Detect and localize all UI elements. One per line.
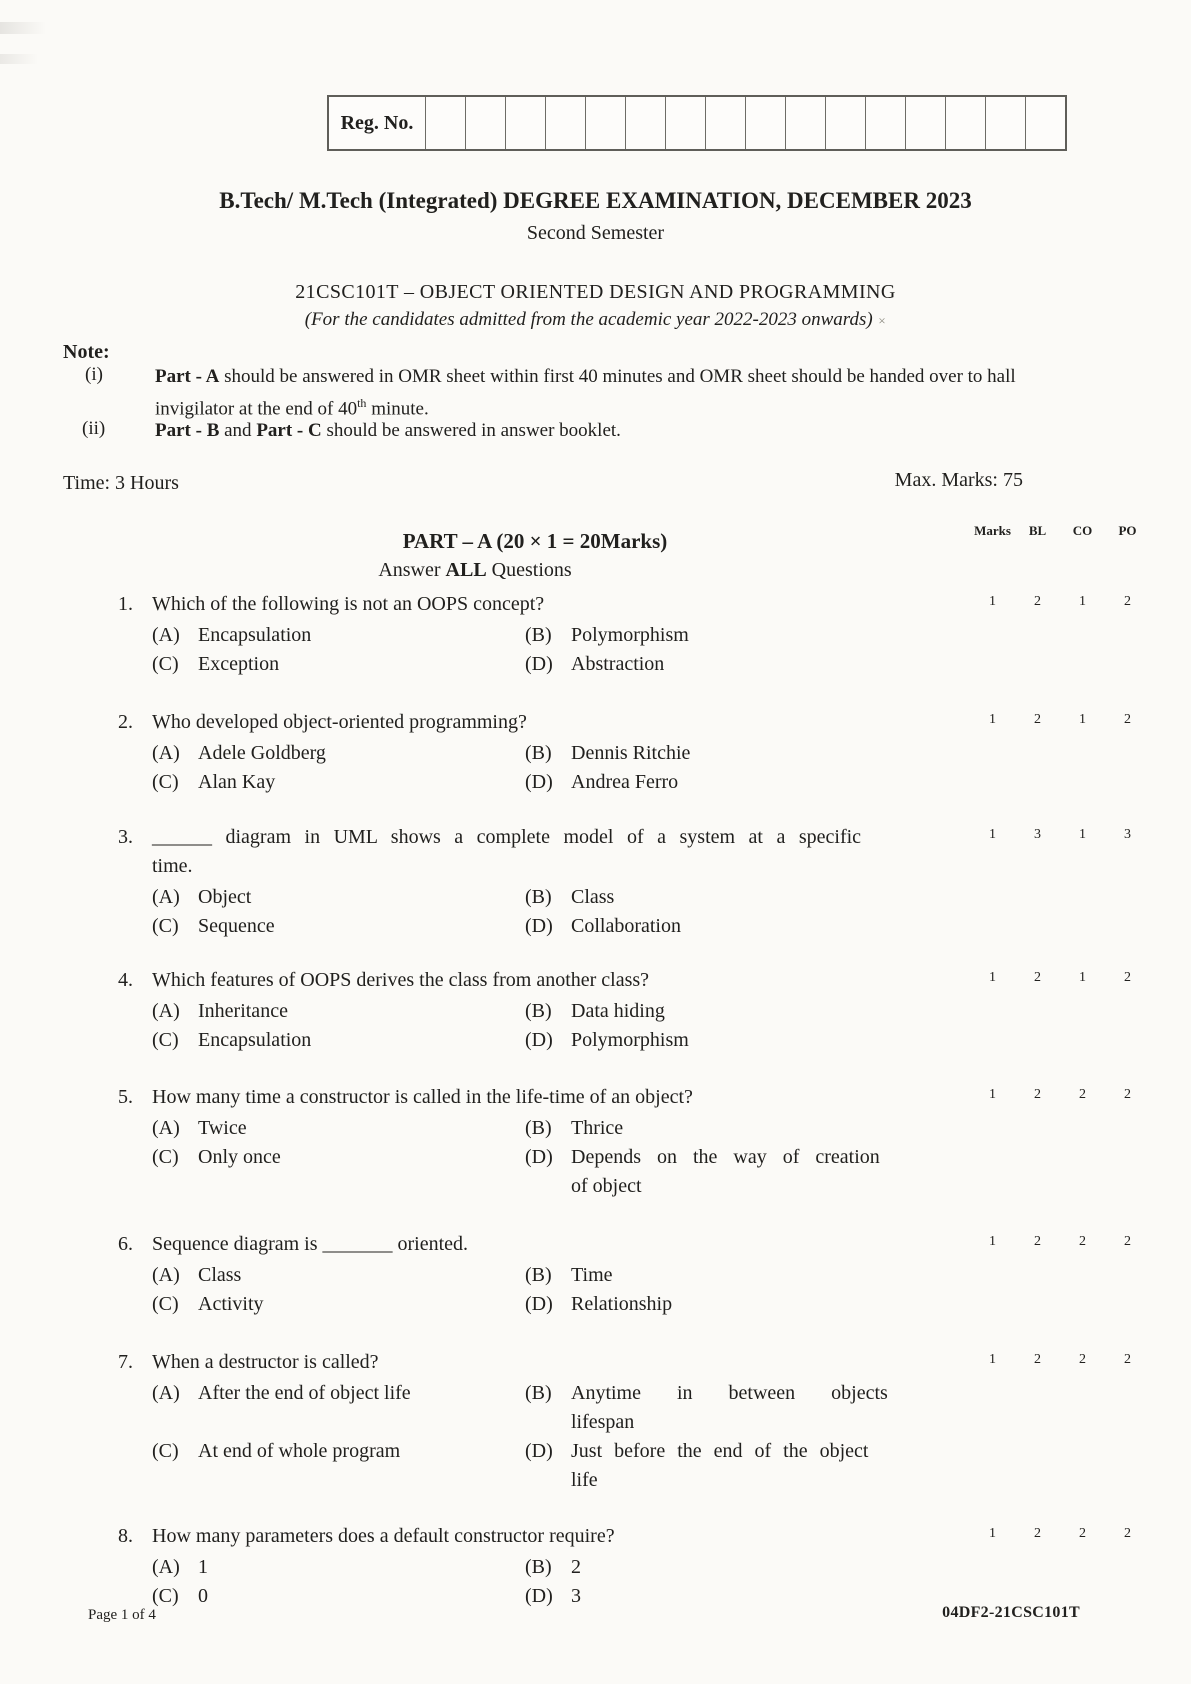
option-text-line: life	[571, 1469, 598, 1491]
option	[525, 1143, 898, 1201]
mark-value: 1	[989, 1526, 996, 1541]
question-text-line: Sequence diagram is _______ oriented.	[152, 1233, 469, 1255]
option	[152, 997, 525, 1026]
admitted-note	[0, 309, 1191, 331]
page-number: Page 1 of 4	[88, 1607, 156, 1623]
question-text	[152, 1083, 872, 1112]
option	[152, 650, 525, 679]
reg-no-label: Reg. No.	[340, 111, 414, 134]
option-label: (B)	[525, 624, 552, 646]
option-label: (B)	[525, 742, 552, 764]
question-options	[152, 739, 1150, 797]
option-text-line: Abstraction	[571, 653, 665, 675]
option-text-line: Polymorphism	[571, 624, 689, 646]
option-label: (B)	[525, 1556, 552, 1578]
marks-column-label: Marks	[974, 523, 1011, 538]
scan-artifact	[0, 22, 46, 34]
option-text-line: Anytime in between objects	[571, 1382, 888, 1404]
option-text-line: Dennis Ritchie	[571, 742, 691, 764]
mark-value: 1	[1079, 827, 1086, 842]
reg-cell	[825, 97, 865, 149]
note-i-tail: minute.	[366, 398, 429, 420]
question-number: 3.	[118, 826, 133, 848]
option	[525, 1437, 898, 1495]
mark-value: 1	[989, 970, 996, 985]
option-text-line: 1	[198, 1556, 208, 1578]
reg-cell	[625, 97, 665, 149]
option-text	[198, 883, 498, 912]
question-text	[152, 966, 872, 995]
mark-value: 2	[1034, 970, 1041, 985]
part-a-heading: PART – A (20 × 1 = 20Marks)	[402, 529, 668, 553]
option-label: (A)	[152, 624, 180, 646]
option-text	[571, 1114, 891, 1143]
question-text	[152, 823, 872, 881]
option-label: (B)	[525, 1382, 552, 1404]
question-marks-row	[970, 709, 1150, 731]
option-text-line: Encapsulation	[198, 624, 312, 646]
option	[525, 997, 898, 1026]
question-number: 5.	[118, 1086, 133, 1108]
question-text-line: When a destructor is called?	[152, 1351, 379, 1373]
option-text	[198, 997, 498, 1026]
option	[525, 1379, 898, 1437]
mark-value: 1	[1079, 712, 1086, 727]
option-text-line: Andrea Ferro	[571, 771, 679, 793]
option-label: (D)	[525, 1440, 553, 1462]
option	[152, 1437, 525, 1495]
question-text	[152, 1348, 872, 1377]
option-text	[198, 1261, 498, 1290]
reg-cell	[865, 97, 905, 149]
option-text	[571, 912, 891, 941]
option-text	[198, 1437, 498, 1466]
note-ii-number: (ii)	[82, 418, 106, 439]
reg-cell	[425, 97, 465, 149]
exam-title: B.Tech/ M.Tech (Integrated) DEGREE EXAMINATION, DECEMBER 2023	[219, 188, 972, 213]
question-options	[152, 1553, 1150, 1611]
mark-value: 1	[1079, 970, 1086, 985]
mark-value: 2	[1079, 1352, 1086, 1367]
option	[525, 621, 898, 650]
reg-no-table	[327, 95, 1067, 151]
mark-value: 2	[1079, 1526, 1086, 1541]
answer-bold: ALL	[445, 559, 487, 581]
mark-value: 1	[989, 1234, 996, 1249]
mark-value: 1	[989, 594, 996, 609]
reg-cell	[785, 97, 825, 149]
question-text	[152, 590, 872, 619]
option-text	[198, 1553, 498, 1582]
option-text-line: Activity	[198, 1293, 264, 1315]
scan-artifact	[0, 54, 38, 64]
option	[525, 1261, 898, 1290]
option-text	[571, 1143, 891, 1201]
question-options	[152, 1114, 1150, 1201]
option-text-line: of object	[571, 1175, 642, 1197]
option-text-line: After the end of object life	[198, 1382, 411, 1404]
reg-cell	[945, 97, 985, 149]
question	[118, 708, 1150, 797]
option-label: (B)	[525, 1000, 552, 1022]
answer-post: Questions	[486, 559, 572, 581]
option-text	[571, 1379, 891, 1437]
option-text	[571, 1026, 891, 1055]
question-text-line: How many time a constructor is called in the life-time of an object?	[152, 1086, 693, 1108]
option	[525, 650, 898, 679]
mark-value: 2	[1034, 1526, 1041, 1541]
option-label: (C)	[152, 653, 179, 675]
option-text	[198, 650, 498, 679]
reg-cells	[425, 97, 1065, 149]
mark-value: 2	[1124, 970, 1131, 985]
option-label: (A)	[152, 1000, 180, 1022]
option-text	[198, 621, 498, 650]
question	[118, 1230, 1150, 1319]
question-marks-row	[970, 1084, 1150, 1106]
option-label: (D)	[525, 771, 553, 793]
mark-value: 3	[1034, 827, 1041, 842]
admitted-note-text: (For the candidates admitted from the academic year 2022-2023 onwards)	[304, 309, 873, 330]
option-text	[571, 1261, 891, 1290]
reg-cell	[505, 97, 545, 149]
option	[152, 1261, 525, 1290]
question-text-line: How many parameters does a default constructor require?	[152, 1525, 615, 1547]
option-text	[571, 768, 891, 797]
question	[118, 1083, 1150, 1201]
option	[525, 1114, 898, 1143]
option	[152, 1290, 525, 1319]
option-label: (A)	[152, 1556, 180, 1578]
option	[525, 1026, 898, 1055]
question-marks-row	[970, 591, 1150, 613]
note-i-bold: Part - A	[155, 366, 220, 387]
mark-value: 2	[1124, 712, 1131, 727]
option-text	[198, 1379, 498, 1408]
note-ii-bold-c: Part - C	[256, 420, 322, 441]
option	[525, 883, 898, 912]
reg-cell	[585, 97, 625, 149]
option-label: (D)	[525, 1029, 553, 1051]
option-text	[571, 1437, 891, 1495]
mark-value: 1	[989, 1352, 996, 1367]
option-text	[571, 1582, 891, 1611]
option-label: (A)	[152, 742, 180, 764]
mark-value: 2	[1079, 1234, 1086, 1249]
reg-cell	[705, 97, 745, 149]
option-text	[198, 768, 498, 797]
option-label: (D)	[525, 1585, 553, 1607]
mark-value: 2	[1034, 1087, 1041, 1102]
question-marks-row	[970, 967, 1150, 989]
option-text	[571, 1290, 891, 1319]
option-text-line: Exception	[198, 653, 280, 675]
question-options	[152, 883, 1150, 941]
mark-value: 1	[1079, 594, 1086, 609]
mark-value: 2	[1124, 1352, 1131, 1367]
note-i-sup: th	[357, 396, 367, 410]
reg-cell	[1025, 97, 1065, 149]
option	[152, 621, 525, 650]
question-text-line: Who developed object-oriented programming?	[152, 711, 527, 733]
option-text	[198, 1290, 498, 1319]
question-marks-row	[970, 1349, 1150, 1371]
option-text-line: Twice	[198, 1117, 247, 1139]
question-marks-row	[970, 824, 1150, 846]
option	[152, 1582, 525, 1611]
option	[152, 1553, 525, 1582]
option-text-line: Alan Kay	[198, 771, 276, 793]
max-marks: Max. Marks: 75	[894, 469, 1023, 491]
option-text	[198, 1143, 498, 1172]
option-text-line: 3	[571, 1585, 581, 1607]
question	[118, 823, 1150, 941]
reg-cell	[545, 97, 585, 149]
option-text	[198, 1026, 498, 1055]
option-label: (C)	[152, 1440, 179, 1462]
option-text-line: Class	[198, 1264, 242, 1286]
option-text	[571, 883, 891, 912]
question-options	[152, 621, 1150, 679]
question	[118, 1522, 1150, 1611]
option-text-line: Thrice	[571, 1117, 624, 1139]
note-ii-text	[155, 417, 1067, 444]
reg-cell	[745, 97, 785, 149]
question-options	[152, 997, 1150, 1055]
mark-value: 2	[1034, 1234, 1041, 1249]
question	[118, 590, 1150, 679]
question-text-line: ______ diagram in UML shows a complete model of a system at a specific	[152, 826, 862, 848]
question-number: 2.	[118, 711, 133, 733]
mark-value: 1	[989, 827, 996, 842]
option-text	[198, 1114, 498, 1143]
option-label: (A)	[152, 886, 180, 908]
option-text-line: Time	[571, 1264, 613, 1286]
stray-scan-mark: ×	[877, 313, 887, 328]
option-text-line: Collaboration	[571, 915, 681, 937]
mark-value: 2	[1034, 712, 1041, 727]
option-label: (C)	[152, 1293, 179, 1315]
question-number: 1.	[118, 593, 133, 615]
option-text	[571, 621, 891, 650]
question-marks-row	[970, 1231, 1150, 1253]
mark-value: 2	[1124, 594, 1131, 609]
option-text-line: Encapsulation	[198, 1029, 312, 1051]
option	[525, 768, 898, 797]
reg-cell	[985, 97, 1025, 149]
option-text	[571, 1553, 891, 1582]
option	[525, 1582, 898, 1611]
question	[118, 1348, 1150, 1495]
option-text	[571, 997, 891, 1026]
question-marks-row	[970, 1523, 1150, 1545]
question-text	[152, 1230, 872, 1259]
option	[525, 739, 898, 768]
note-label: Note:	[63, 341, 110, 363]
option	[152, 768, 525, 797]
question-options	[152, 1261, 1150, 1319]
marks-column-label: CO	[1072, 523, 1093, 538]
option-label: (D)	[525, 1146, 553, 1168]
option-text-line: Sequence	[198, 915, 275, 937]
question-number: 8.	[118, 1525, 133, 1547]
question-number: 4.	[118, 969, 133, 991]
option-label: (A)	[152, 1382, 180, 1404]
mark-value: 2	[1124, 1234, 1131, 1249]
note-i-number: (i)	[85, 364, 103, 385]
option	[152, 1379, 525, 1437]
mark-value: 1	[989, 1087, 996, 1102]
option-label: (D)	[525, 653, 553, 675]
option	[152, 1114, 525, 1143]
question-text	[152, 1522, 872, 1551]
option-text-line: Inheritance	[198, 1000, 288, 1022]
option-label: (D)	[525, 915, 553, 937]
answer-all-line	[0, 559, 950, 582]
question-text-line: time.	[152, 855, 193, 877]
option-label: (B)	[525, 1117, 552, 1139]
note-ii-body: should be answered in answer booklet.	[321, 420, 621, 441]
option-label: (B)	[525, 886, 552, 908]
question	[118, 966, 1150, 1055]
option-text-line: Object	[198, 886, 252, 908]
option-text-line: Only once	[198, 1146, 281, 1168]
note-ii-bold-b: Part - B	[155, 420, 220, 441]
note-ii-mid: and	[219, 420, 257, 441]
option-text-line: Polymorphism	[571, 1029, 689, 1051]
option-label: (C)	[152, 915, 179, 937]
option-label: (B)	[525, 1264, 552, 1286]
mark-value: 2	[1034, 1352, 1041, 1367]
mark-value: 2	[1124, 1087, 1131, 1102]
question-text-line: Which features of OOPS derives the class from another class?	[152, 969, 650, 991]
question-number: 6.	[118, 1233, 133, 1255]
option	[152, 1143, 525, 1201]
option	[525, 912, 898, 941]
answer-pre: Answer	[378, 559, 446, 581]
option-text-line: Just before the end of the object	[571, 1440, 869, 1462]
question-number: 7.	[118, 1351, 133, 1373]
marks-column-label: PO	[1118, 523, 1137, 538]
time-allowed: Time: 3 Hours	[63, 472, 179, 494]
semester-subtitle: Second Semester	[526, 222, 665, 244]
option-text-line: At end of whole program	[198, 1440, 401, 1462]
option-label: (C)	[152, 1585, 179, 1607]
option	[525, 1553, 898, 1582]
mark-value: 2	[1124, 1526, 1131, 1541]
option-text	[198, 912, 498, 941]
option-label: (A)	[152, 1117, 180, 1139]
reg-cell	[905, 97, 945, 149]
mark-value: 2	[1034, 594, 1041, 609]
paper-code: 04DF2-21CSC101T	[942, 1604, 1080, 1621]
option-text	[571, 739, 891, 768]
option-text-line: Depends on the way of creation	[571, 1146, 880, 1168]
option-label: (C)	[152, 1146, 179, 1168]
question-options	[152, 1379, 1150, 1495]
note-i-body: should be answered in OMR sheet within first 40 minutes and OMR sheet should be handed over to hall invigilator at the end of 40	[155, 366, 1016, 420]
option-text-line: Class	[571, 886, 615, 908]
option	[152, 1026, 525, 1055]
note-i-text	[155, 363, 1067, 422]
option-label: (D)	[525, 1293, 553, 1315]
option-text	[571, 650, 891, 679]
option-text-line: Data hiding	[571, 1000, 665, 1022]
mark-value: 1	[989, 712, 996, 727]
option-label: (C)	[152, 771, 179, 793]
option-label: (C)	[152, 1029, 179, 1051]
option-text-line: Adele Goldberg	[198, 742, 326, 764]
option-label: (A)	[152, 1264, 180, 1286]
option	[525, 1290, 898, 1319]
option-text-line: Relationship	[571, 1293, 673, 1315]
question-text-line: Which of the following is not an OOPS concept?	[152, 593, 545, 615]
question-text	[152, 708, 872, 737]
option-text	[198, 1582, 498, 1611]
option	[152, 883, 525, 912]
reg-cell	[465, 97, 505, 149]
mark-value: 2	[1079, 1087, 1086, 1102]
marks-column-label: BL	[1028, 523, 1047, 538]
option	[152, 739, 525, 768]
option-text-line: lifespan	[571, 1411, 635, 1433]
option-text-line: 0	[198, 1585, 208, 1607]
mark-value: 3	[1124, 827, 1131, 842]
course-title: 21CSC101T – OBJECT ORIENTED DESIGN AND PROGRAMMING	[295, 281, 896, 303]
reg-cell	[665, 97, 705, 149]
option	[152, 912, 525, 941]
option-text	[198, 739, 498, 768]
option-text-line: 2	[571, 1556, 581, 1578]
